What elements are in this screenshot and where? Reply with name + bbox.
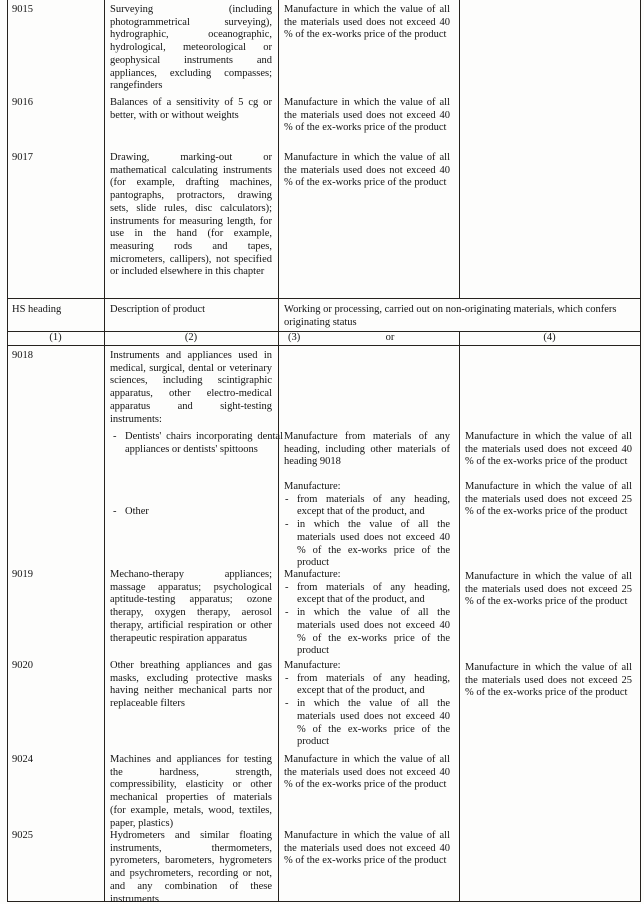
column-number-2: (2)	[184, 332, 198, 343]
rule4-9020: Manufacture in which the value of all the materials used does not exceed 25 % of the ex-works price of the product	[465, 662, 632, 699]
description-9024: Machines and appliances for testing the hardness, strength, compressibility, elasticity or other mechanical properties of materials (for example, metals, wood, textiles, paper, plastics)	[110, 754, 272, 829]
header-hs-heading: HS heading	[12, 304, 62, 315]
rule3-9018-dentists: Manufacture from materials of any heading, including other materials of heading 9018	[284, 431, 450, 468]
table-divider-col3-col4-upper	[459, 0, 460, 299]
hs-code-9016: 9016	[12, 97, 33, 108]
description-9017: Drawing, marking-out or mathematical calculating instruments (for example, drafting machines, pantographs, protractors, drawing sets, slide rules, disc calculators); instruments for measuring length, for use in the hand (for example, measuring rods and tapes, micrometers, callipers), not specified or included elsewhere in this chapter	[110, 152, 272, 278]
column-number-3: (3)	[288, 332, 301, 343]
rule4-9019: Manufacture in which the value of all the materials used does not exceed 25 % of the ex-works price of the product	[465, 571, 632, 608]
rule3-9018-other	[284, 481, 450, 570]
rule3-9015: Manufacture in which the value of all the materials used does not exceed 40 % of the ex-works price of the product	[284, 4, 450, 41]
hs-code-9024: 9024	[12, 754, 33, 765]
dash-bullet: -	[113, 431, 117, 442]
column-number-1: (1)	[49, 332, 62, 343]
manufacture-label: Manufacture:	[284, 481, 341, 492]
rule3-9024: Manufacture in which the value of all the materials used does not exceed 40 % of the ex-works price of the product	[284, 754, 450, 791]
table-divider-col3-col4-lower	[459, 331, 460, 902]
rule3-9020	[284, 660, 450, 749]
table-border-right	[640, 0, 641, 902]
hs-code-9020: 9020	[12, 660, 33, 671]
description-9019: Mechano-therapy appliances; massage apparatus; psychological aptitude-testing apparatus; ozone therapy, oxygen therapy, aerosol therapy, artificial respiration or other therapeutic respiration apparatus	[110, 569, 272, 644]
header-row-top-line	[7, 298, 641, 299]
hs-code-9015: 9015	[12, 4, 33, 15]
hs-code-9019: 9019	[12, 569, 33, 580]
rule-list-item: - from materials of any heading, except that of the product, and	[285, 581, 450, 606]
column-number-4: (4)	[543, 332, 556, 343]
manufacture-label: Manufacture:	[284, 569, 341, 580]
table-border-left	[7, 0, 8, 902]
header-working-processing: Working or processing, carried out on non-originating materials, which confers originating status	[284, 304, 617, 328]
column-or-label: or	[385, 332, 395, 343]
rule3-9019	[284, 569, 450, 658]
rule3-9016: Manufacture in which the value of all the materials used does not exceed 40 % of the ex-works price of the product	[284, 97, 450, 134]
rule-list-item: - in which the value of all the materials used does not exceed 40 % of the ex-works price of the product	[285, 698, 450, 748]
rule4-9018-other: Manufacture in which the value of all the materials used does not exceed 25 % of the ex-works price of the product	[465, 481, 632, 518]
rule4-9018-dentists: Manufacture in which the value of all the materials used does not exceed 40 % of the ex-works price of the product	[465, 431, 632, 468]
rule-list-item: - in which the value of all the materials used does not exceed 40 % of the ex-works price of the product	[285, 519, 450, 569]
header-description: Description of product	[110, 304, 206, 315]
dash-bullet: -	[113, 506, 117, 518]
hs-code-9025: 9025	[12, 830, 33, 841]
table-border-bottom	[7, 901, 641, 902]
hs-code-9018: 9018	[12, 350, 33, 361]
hs-code-9017: 9017	[12, 152, 33, 163]
rule-list-item: - in which the value of all the materials used does not exceed 40 % of the ex-works price of the product	[285, 607, 450, 657]
rule3-9025: Manufacture in which the value of all the materials used does not exceed 40 % of the ex-works price of the product	[284, 830, 450, 867]
description-9018-other: - Other	[113, 506, 149, 518]
rule-list-item: - from materials of any heading, except that of the product, and	[285, 672, 450, 697]
header-row-bottom-line	[7, 345, 641, 346]
description-9025: Hydrometers and similar floating instruments, thermometers, pyrometers, barometers, hygrometers and psychrometers, recording or not, and any combination of these instruments	[110, 830, 272, 904]
description-9018-dentists-chairs: - Dentists' chairs incorporating dental appliances or dentists' spittoons	[113, 431, 283, 455]
rule-list-item: - from materials of any heading, except that of the product, and	[285, 493, 450, 518]
description-9016: Balances of a sensitivity of 5 cg or better, with or without weights	[110, 97, 272, 121]
manufacture-label: Manufacture:	[284, 660, 341, 671]
table-divider-col1-col2	[104, 0, 105, 902]
description-9020: Other breathing appliances and gas masks, excluding protective masks having neither mechanical parts nor replaceable filters	[110, 660, 272, 710]
description-9015: Surveying (including photogrammetrical surveying), hydrographic, oceanographic, hydrological, meteorological or geophysical instruments and appliances, excluding compasses; rangefinders	[110, 4, 272, 92]
description-9018-intro: Instruments and appliances used in medical, surgical, dental or veterinary sciences, including scintigraphic apparatus, other electro-medical apparatus and sight-testing instruments:	[110, 350, 272, 425]
rule3-9017: Manufacture in which the value of all the materials used does not exceed 40 % of the ex-works price of the product	[284, 152, 450, 189]
